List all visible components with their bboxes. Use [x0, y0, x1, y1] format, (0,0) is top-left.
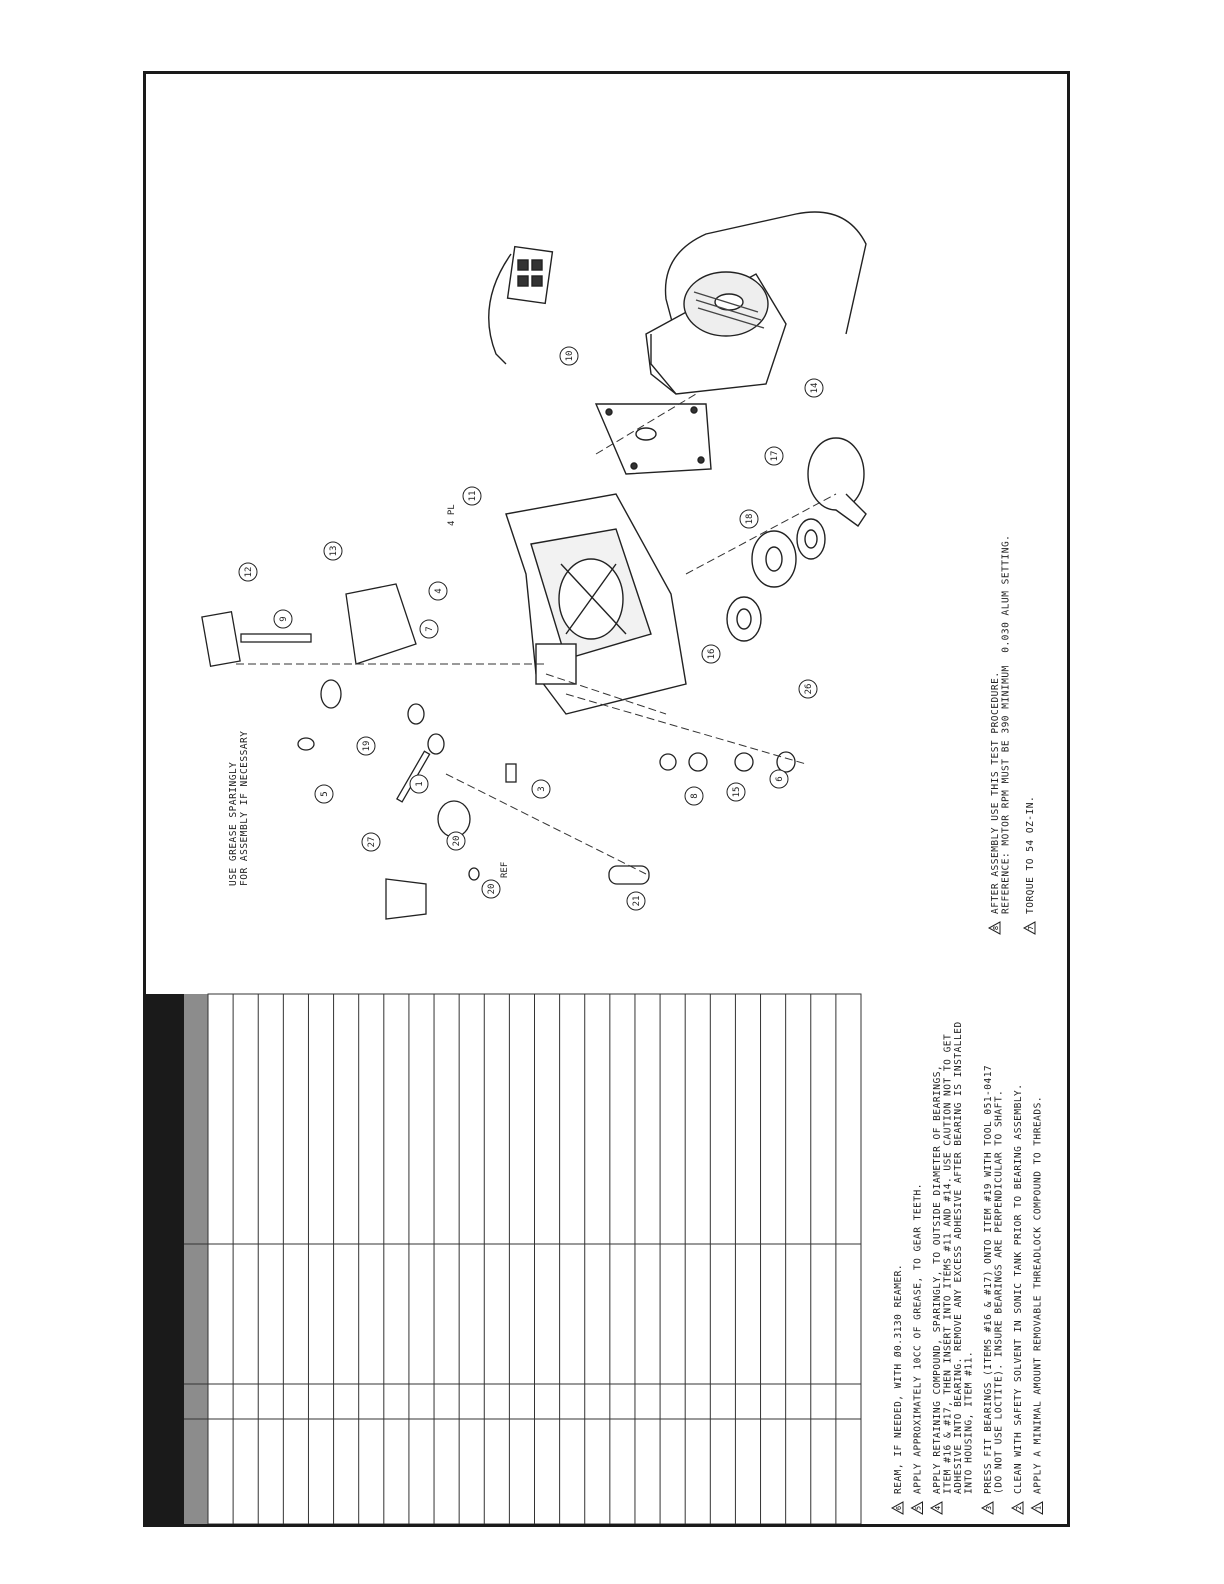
callout-number: 20 — [487, 883, 497, 895]
callout-number: 10 — [565, 350, 575, 362]
callout-number: 27 — [367, 836, 377, 848]
note-flag-number: 2 — [1015, 1505, 1023, 1511]
drawing-sheet — [143, 71, 1070, 1527]
pin-21 — [609, 866, 649, 884]
callout-number: 13 — [329, 545, 339, 557]
callout-number: 8 — [690, 793, 700, 799]
cover-14 — [808, 438, 864, 510]
callout-number: 19 — [362, 740, 372, 752]
bushing-26 — [777, 752, 795, 772]
note-text: AFTER ASSEMBLY USE THIS TEST PROCEDURE. — [990, 671, 1001, 914]
callout-number: 20 — [452, 835, 462, 847]
motor-assembly — [489, 212, 866, 394]
setscrew-20-ref — [469, 868, 479, 880]
grease-note — [228, 731, 250, 887]
grease-note-line-1: USE GREASE SPARINGLY — [228, 761, 239, 886]
callout-number: 26 — [804, 683, 814, 695]
table-header-row — [184, 994, 208, 1524]
note-text: APPLY APPROXIMATELY 10CC OF GREASE, TO GEAR TEETH. — [912, 1183, 924, 1494]
callout-number: 4 — [434, 588, 444, 594]
spring-8 — [660, 754, 676, 770]
exploded-assembly-drawing — [146, 74, 1067, 1524]
notes-right — [989, 535, 1036, 934]
callout-number: 7 — [425, 626, 435, 632]
note-flag-number: 6 — [895, 1505, 903, 1511]
note-text: ADHESIVE INTO BEARING. REMOVE ANY EXCESS ADHESIVE AFTER BEARING IS INSTALLED — [953, 1021, 964, 1494]
note-text: APPLY RETAINING COMPOUND, SPARINGLY, TO OUTSIDE DIAMETER OF BEARINGS, — [932, 1064, 943, 1494]
callout-number: 11 — [468, 490, 478, 502]
note-flag-number: 3 — [985, 1505, 993, 1511]
gear-housing — [506, 494, 686, 714]
cable-connector — [508, 247, 553, 304]
parts-table — [146, 994, 861, 1524]
bracket-13 — [346, 584, 416, 664]
note-flag-number: 8 — [992, 925, 1000, 931]
note-text: CLEAN WITH SAFETY SOLVENT IN SONIC TANK PRIOR TO BEARING ASSEMBLY. — [1013, 1083, 1024, 1494]
note-text: (DO NOT USE LOCTITE). INSURE BEARINGS ARE PERPENDICULAR TO SHAFT. — [993, 1089, 1005, 1494]
note-text: INTO HOUSING, ITEM #11. — [963, 1350, 975, 1494]
gear-train — [727, 438, 866, 641]
callout-number: 16 — [707, 648, 717, 660]
note-text: REAM, IF NEEDED, WITH Ø0.3130 REAMER. — [893, 1263, 904, 1494]
callout-number: 15 — [732, 786, 742, 798]
grease-note-line-2: FOR ASSEMBLY IF NECESSARY — [239, 730, 250, 886]
callout-number: 6 — [775, 776, 785, 782]
nut-6 — [735, 753, 753, 771]
callout-number: 21 — [632, 895, 642, 907]
notes-left — [892, 1021, 1044, 1514]
note-text: TORQUE TO 54 OZ-IN. — [1025, 795, 1036, 914]
note-flag-number: 5 — [914, 1505, 923, 1511]
spring-7 — [408, 704, 424, 724]
note-flag-number: 4 — [934, 1505, 942, 1511]
connector-lead — [489, 254, 511, 364]
callout-number: 18 — [745, 513, 755, 525]
table-title-bar — [146, 994, 184, 1524]
callout-suffix-ref: REF — [500, 861, 510, 878]
bracket-27 — [386, 879, 426, 919]
callout-number: 9 — [279, 616, 289, 622]
pin-5 — [298, 738, 314, 750]
callout-number: 12 — [244, 566, 254, 578]
note-text: APPLY A MINIMAL AMOUNT REMOVABLE THREADLOCK COMPOUND TO THREADS. — [1032, 1095, 1044, 1494]
screw-3 — [506, 764, 516, 782]
mounting-plate — [596, 404, 711, 474]
note-text: ITEM #16 & #17, THEN INSERT INTO ITEMS #11 AND #14. USE CAUTION NOT TO GET — [942, 1033, 954, 1494]
washer-15 — [689, 753, 707, 771]
note-flag-number: 7 — [1027, 925, 1035, 931]
bearing-18 — [321, 680, 341, 708]
callout-number: 17 — [770, 450, 780, 462]
hardware-parts — [202, 584, 795, 919]
callout-number: 14 — [810, 382, 820, 394]
note-text: REFERENCE: MOTOR RPM MUST BE 390 MINIMUM 0.030 ALUM SETTING. — [1000, 534, 1012, 914]
part-12 — [202, 612, 240, 666]
callout-number: 1 — [415, 781, 425, 787]
note-text: PRESS FIT BEARINGS (ITEMS #16 & #17) ONTO ITEM #19 WITH TOOL 051-0417 — [983, 1064, 994, 1494]
screw-9 — [241, 634, 311, 642]
callout-suffix-4pl: 4 PL — [447, 504, 457, 526]
screw-1 — [428, 734, 444, 754]
knob-20 — [438, 801, 470, 837]
callout-number: 5 — [320, 791, 330, 797]
callout-number: 3 — [537, 786, 547, 792]
note-flag-number: 1 — [1034, 1505, 1043, 1511]
